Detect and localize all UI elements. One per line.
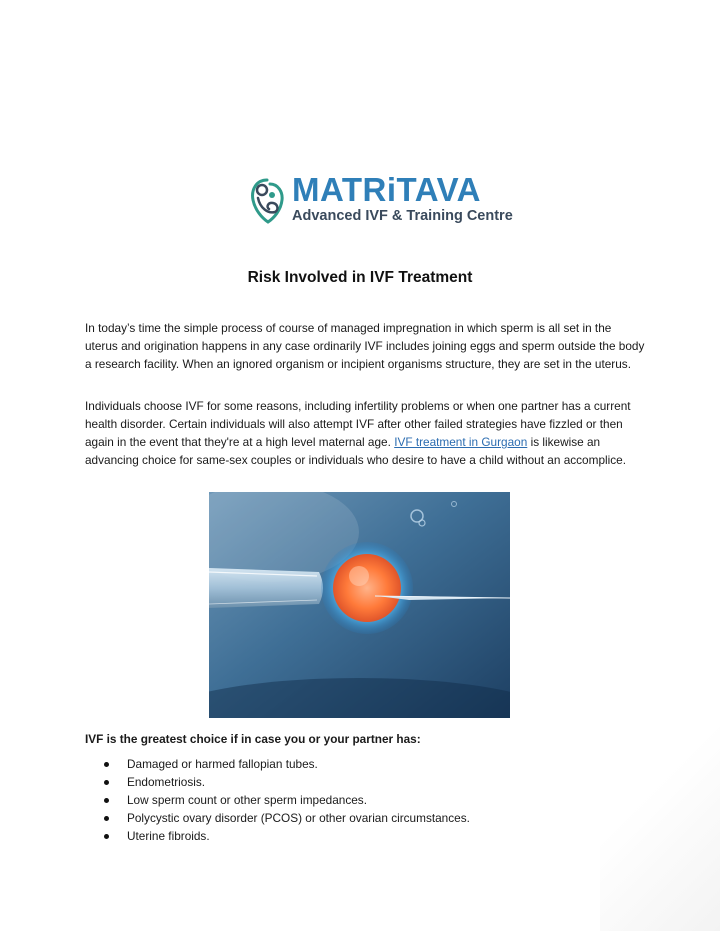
list-item — [85, 755, 470, 773]
list-item — [85, 809, 470, 827]
list-item — [85, 827, 470, 845]
ivf-treatment-gurgaon-link[interactable]: IVF treatment in Gurgaon — [394, 435, 528, 449]
page-corner-shade — [600, 701, 720, 931]
bullet-icon — [104, 780, 109, 785]
list-item-text: Polycystic ovary disorder (PCOS) or other ovarian circumstances. — [127, 811, 470, 825]
second-paragraph — [85, 397, 645, 469]
list-item-text: Endometriosis. — [127, 775, 206, 789]
matritava-logo — [248, 171, 513, 228]
mother-child-icon — [248, 176, 286, 226]
bullet-icon — [104, 762, 109, 767]
logo-tagline: Advanced IVF & Training Centre — [292, 208, 513, 224]
bullet-icon — [104, 834, 109, 839]
list-item-text: Low sperm count or other sperm impedances. — [127, 793, 367, 807]
bullet-icon — [104, 798, 109, 803]
ivf-egg-injection-image — [209, 492, 510, 718]
intro-paragraph: In today’s time the simple process of course of managed impregnation in which sperm is all set in the uterus and origination happens in any case ordinarily IVF includes joining eggs and sperm outside the body a research facility. When an ignored organism or incipient organisms structure, they are set in the uterus. — [85, 321, 645, 371]
second-paragraph-text-start: Individuals choose IVF for some reasons, including infertility problems or when one partner has a current health disorder. Certain individuals will also attempt IVF after other failed strategies have fizzled or then again in the event that they're at a high level maternal age. — [85, 399, 631, 449]
list-item — [85, 773, 470, 791]
list-item-text: Uterine fibroids. — [127, 829, 210, 843]
ivf-illustration — [209, 492, 510, 718]
logo-brand-text: MATRiTAVA — [292, 171, 482, 208]
second-paragraph-text-end: is likewise an advancing choice for same-sex couples or individuals who desire to have a child without an accomplice. — [85, 435, 626, 467]
list-item-text: Damaged or harmed fallopian tubes. — [127, 757, 318, 771]
page-title: Risk Involved in IVF Treatment — [247, 269, 473, 286]
list-heading: IVF is the greatest choice if in case you or your partner has: — [85, 732, 421, 746]
list-item — [85, 791, 470, 809]
bullet-icon — [104, 816, 109, 821]
condition-list — [85, 755, 470, 845]
